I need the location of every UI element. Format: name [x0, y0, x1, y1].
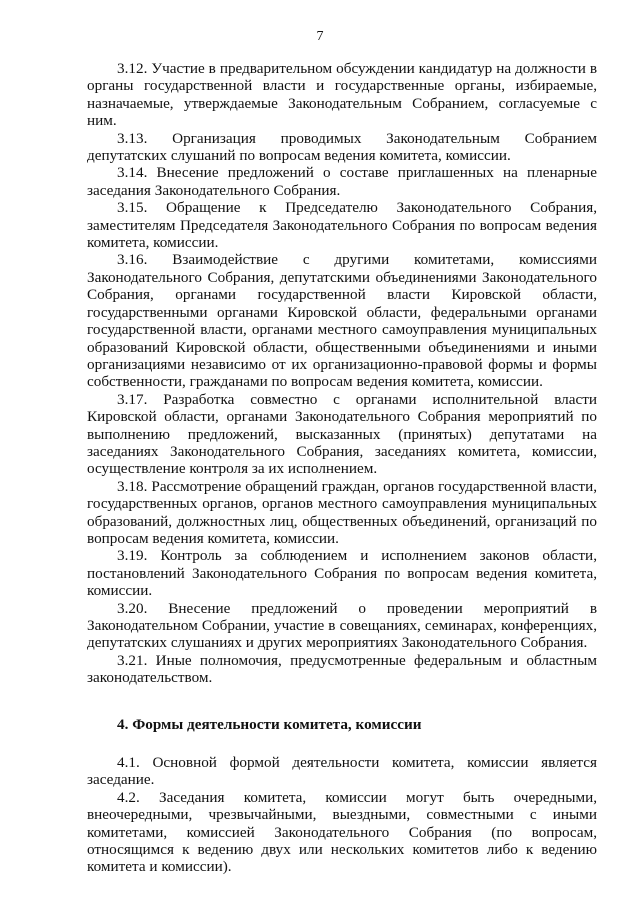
- paragraph-3-17: 3.17. Разработка совместно с органами исполнительной власти Кировской области, органами Законодательного Собрания мероприятий по выполнению предложений, высказанных (принятых) депутатами на заседаниях Законодательного Собрания, заседаниях комитета, комиссии, осуществление контроля за их исполнением.: [87, 390, 597, 478]
- section-heading: 4. Формы деятельности комитета, комиссии: [117, 715, 422, 733]
- paragraph-3-15: 3.15. Обращение к Председателю Законодательного Собрания, заместителям Председателя Законодательного Собрания по вопросам ведения комитета, комиссии.: [87, 199, 597, 252]
- paragraph-3-14: 3.14. Внесение предложений о составе приглашенных на пленарные заседания Законодательного Собрания.: [87, 164, 597, 199]
- paragraph-3-16: 3.16. Взаимодействие с другими комитетами, комиссиями Законодательного Собрания, депутатскими объединениями Законодательного Собрания, органами государственной власти Кировской области, государственными органами Кировской области, федеральными органами государственной власти, органами местного самоуправления муниципальных образований Кировской области, общественными объединениями и иными организациями независимо от их организационно-правовой формы и формы собственности, гражданами по вопросам ведения комитета, комиссии.: [87, 251, 597, 391]
- paragraph-3-13: 3.13. Организация проводимых Законодательным Собранием депутатских слушаний по вопросам ведения комитета, комиссии.: [87, 129, 597, 165]
- paragraph-4-2: 4.2. Заседания комитета, комиссии могут быть очередными, внеочередными, чрезвычайными, выездными, совместными с иными комитетами, комиссией Законодательного Собрания (по вопросам, относящимся к ведению двух или нескольких комитетов либо к ведению комитета и комиссии).: [87, 788, 597, 876]
- paragraph-3-12: 3.12. Участие в предварительном обсуждении кандидатур на должности в органы государственной власти и государственные органы, избираемые, назначаемые, утверждаемые Законодательным Собранием, согласуемые с ним.: [87, 60, 597, 130]
- page-number: 7: [316, 29, 324, 44]
- paragraph-3-18: 3.18. Рассмотрение обращений граждан, органов государственной власти, государственных органов, органов местного самоуправления муниципальных образований, должностных лиц, общественных объединений, организаций по вопросам ведения комитета, комиссии.: [87, 477, 597, 547]
- paragraph-3-19: 3.19. Контроль за соблюдением и исполнением законов области, постановлений Законодательного Собрания по вопросам ведения комитета, комиссии.: [87, 547, 597, 600]
- paragraph-4-1: 4.1. Основной формой деятельности комитета, комиссии является заседание.: [87, 754, 597, 789]
- paragraph-3-21: 3.21. Иные полномочия, предусмотренные федеральным и областным законодательством.: [87, 651, 597, 687]
- document-body: [87, 60, 597, 876]
- paragraph-3-20: 3.20. Внесение предложений о проведении мероприятий в Законодательном Собрании, участие в совещаниях, семинарах, конференциях, депутатских слушаниях и других мероприятиях Законодательного Собрания.: [87, 599, 597, 652]
